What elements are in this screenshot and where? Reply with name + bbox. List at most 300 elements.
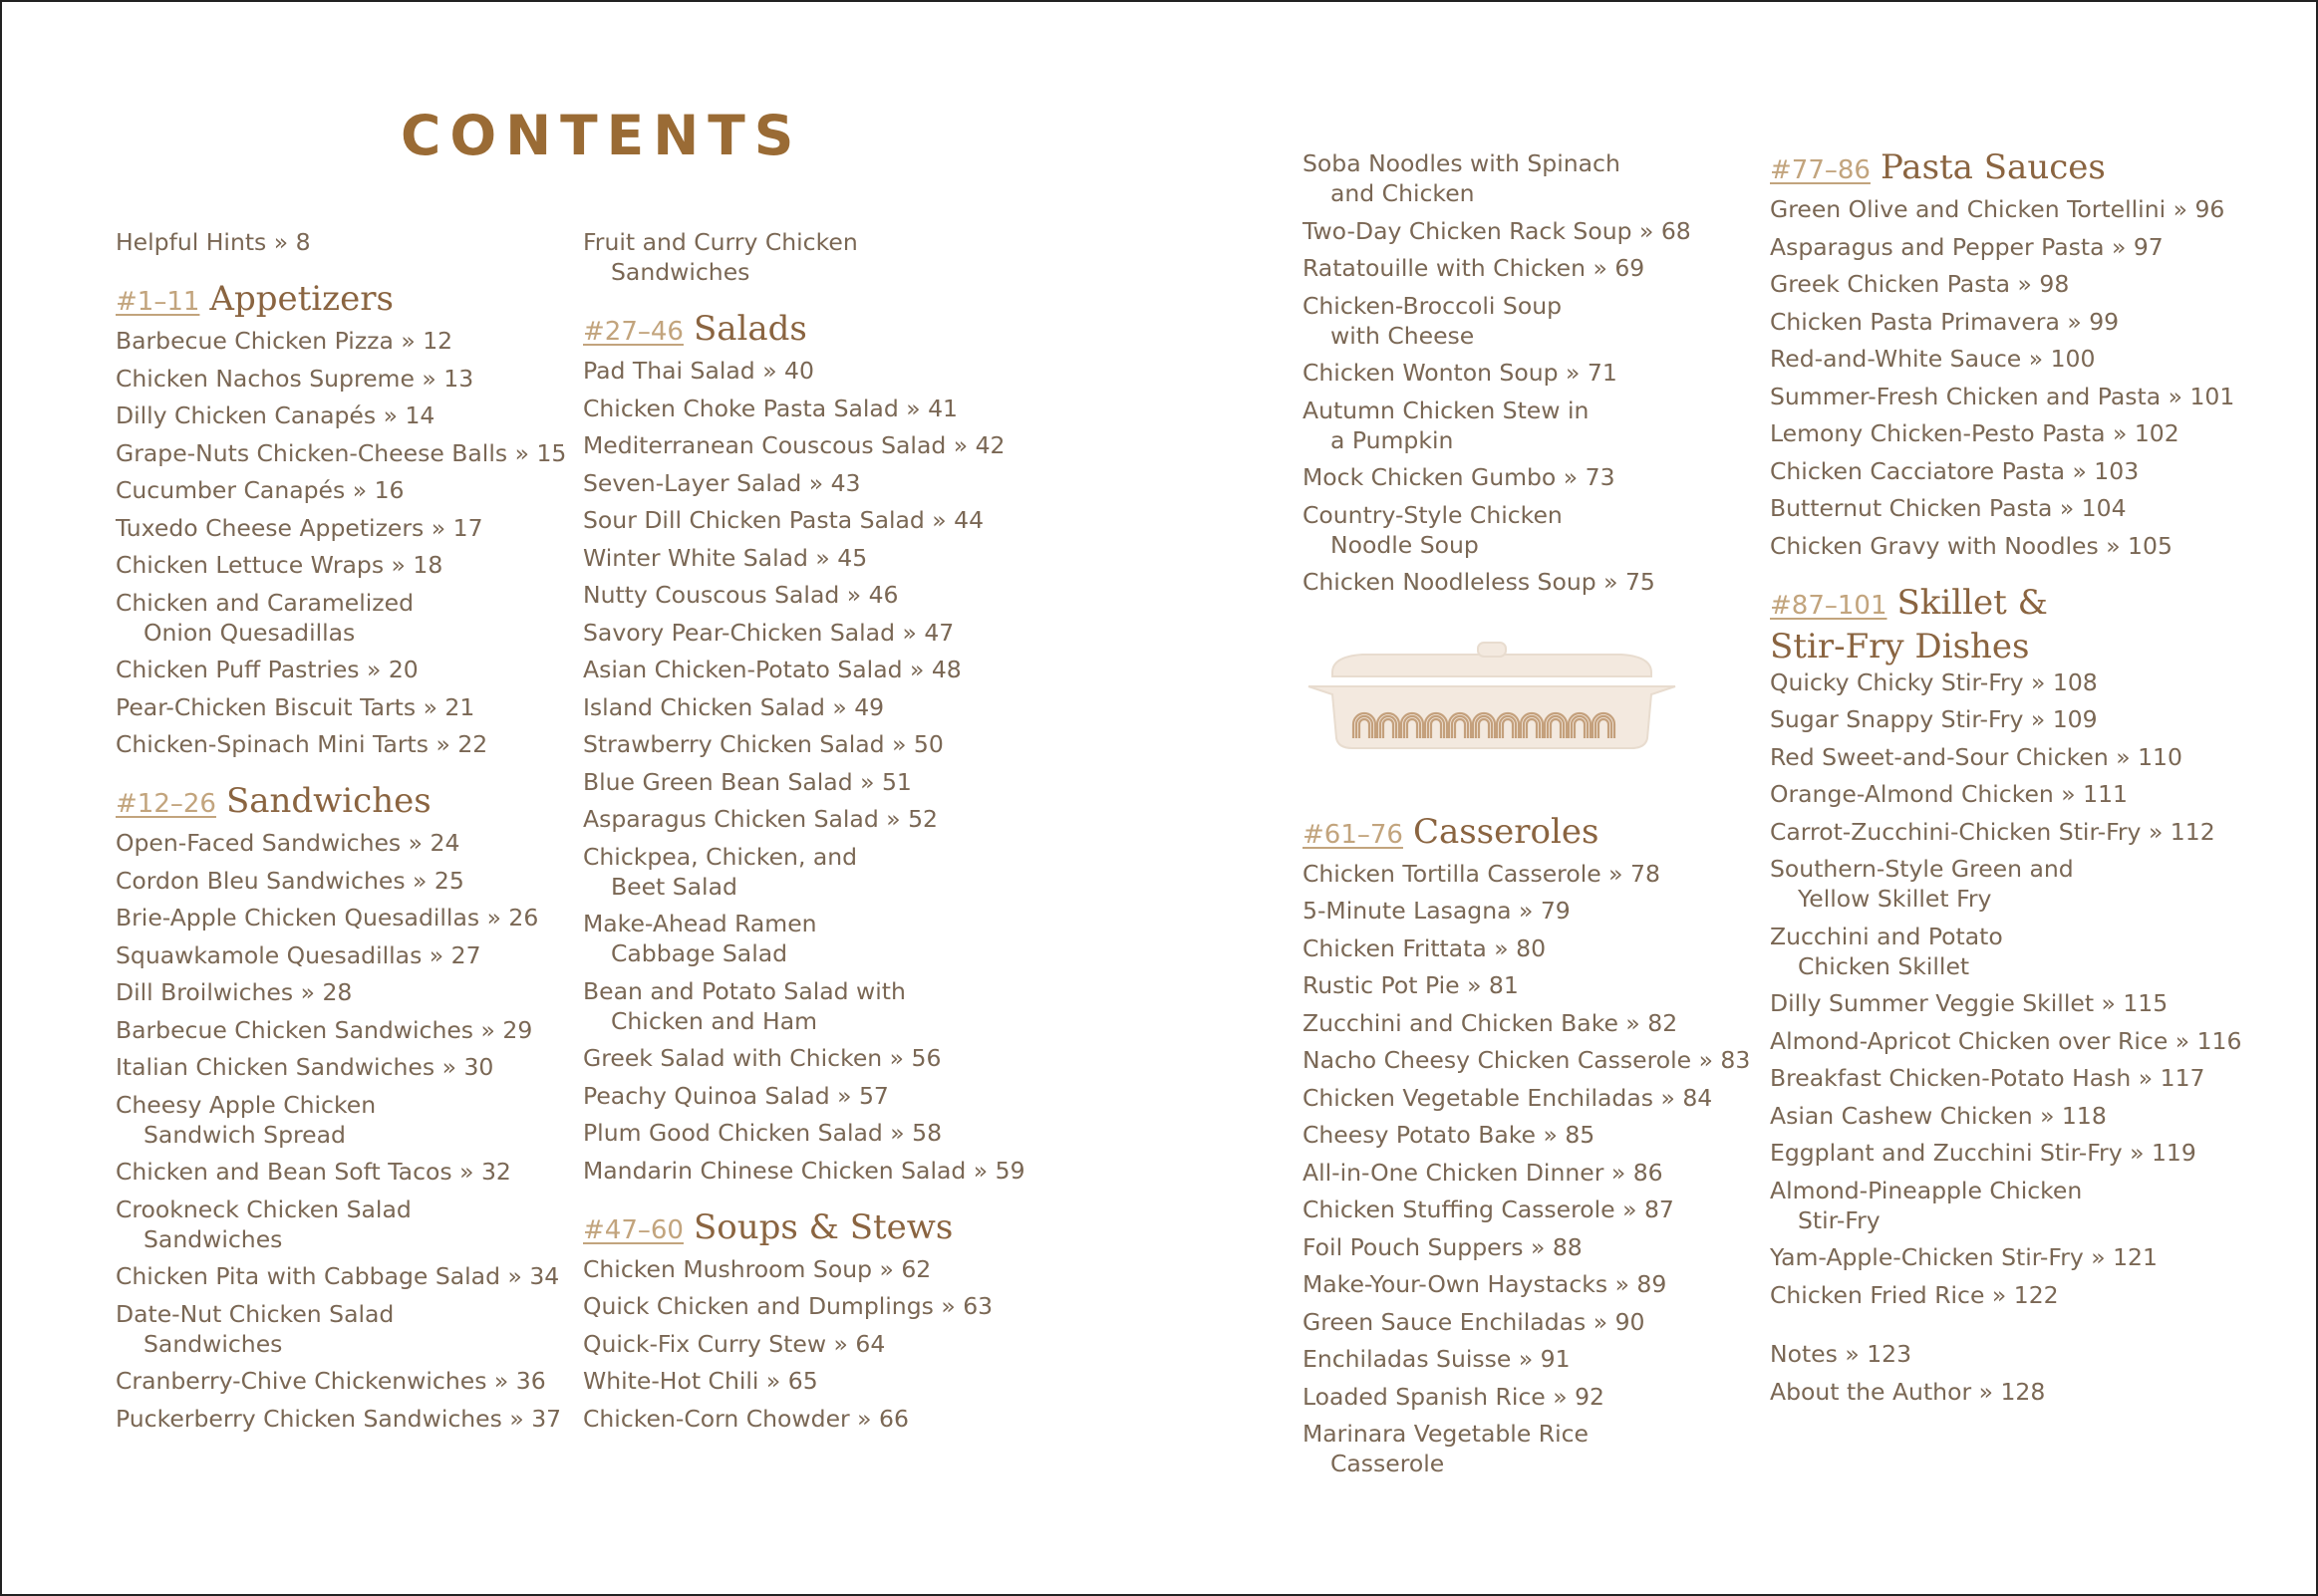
toc-entry[interactable]	[116, 977, 554, 1007]
entry-title-line: Chicken Gravy with Noodles	[1770, 531, 2099, 560]
section-title-line: Sandwiches	[225, 781, 432, 821]
toc-entry[interactable]	[1303, 500, 1741, 560]
entry-title-line: Southern-Style Green and	[1770, 855, 2074, 883]
page-number: 48	[931, 656, 962, 683]
page-separator: »	[501, 1404, 532, 1433]
toc-entry[interactable]	[1303, 1344, 1741, 1374]
toc-entry[interactable]	[1770, 1377, 2248, 1407]
toc-entry[interactable]	[116, 1299, 554, 1359]
page-separator: »	[1971, 1377, 2001, 1406]
toc-entry[interactable]	[1770, 779, 2248, 809]
page-separator: »	[2059, 307, 2090, 336]
toc-entry[interactable]	[1770, 1101, 2248, 1131]
toc-entry[interactable]	[1770, 456, 2248, 486]
toc-entry[interactable]	[1770, 1280, 2248, 1310]
page-number: 109	[2052, 705, 2098, 733]
toc-column-2	[583, 227, 1025, 1441]
page-separator: »	[359, 656, 389, 683]
section-title	[1881, 147, 2106, 187]
entry-title-line: Asian Cashew Chicken	[1770, 1101, 2033, 1130]
toc-entry[interactable]	[1303, 1008, 1741, 1038]
entry-title-line: Asparagus Chicken Salad	[583, 805, 879, 833]
toc-entry[interactable]	[116, 550, 554, 580]
toc-entry[interactable]	[1303, 1083, 1741, 1113]
page-number: 8	[295, 228, 311, 256]
page-separator: »	[393, 327, 424, 355]
toc-entry[interactable]	[116, 1090, 554, 1150]
toc-entry[interactable]	[1770, 194, 2248, 224]
section-title-line: Soups & Stews	[693, 1206, 954, 1247]
entry-title-line: Butternut Chicken Pasta	[1770, 494, 2053, 522]
section-title-line: Casseroles	[1412, 811, 1599, 852]
entry-title-line: Zucchini and Potato	[1770, 922, 2003, 950]
page-number: 118	[2061, 1101, 2107, 1130]
toc-entry[interactable]	[583, 729, 1021, 759]
toc-entry[interactable]	[1303, 358, 1741, 388]
page-number: 12	[423, 327, 453, 355]
page-number: 63	[963, 1292, 994, 1320]
toc-entry[interactable]	[583, 618, 1021, 648]
page-separator: »	[2131, 1064, 2161, 1092]
page-number: 16	[374, 476, 405, 504]
section-heading	[583, 1208, 1021, 1252]
page-separator: »	[2021, 345, 2051, 373]
toc-entry[interactable]	[116, 326, 554, 356]
page-number: 99	[2089, 307, 2120, 336]
page-number: 121	[2113, 1243, 2158, 1271]
toc-entry[interactable]	[116, 828, 554, 858]
page-separator: »	[345, 476, 375, 504]
toc-entry[interactable]	[116, 692, 554, 722]
toc-entry[interactable]	[1303, 148, 1741, 208]
page-number: 81	[1488, 971, 1519, 999]
toc-entry[interactable]	[1770, 1242, 2248, 1272]
entry-title-line: Nutty Couscous Salad	[583, 581, 840, 609]
toc-entry[interactable]	[1770, 704, 2248, 734]
page-separator: »	[1614, 1196, 1644, 1223]
entry-title-line: Eggplant and Zucchini Stir-Fry	[1770, 1139, 2123, 1167]
toc-entry[interactable]	[583, 1329, 1021, 1359]
toc-entry[interactable]	[1770, 1063, 2248, 1093]
toc-entry[interactable]	[1303, 859, 1741, 889]
entry-title-line: Open-Faced Sandwiches	[116, 829, 402, 857]
page-separator: »	[416, 692, 445, 721]
page-number: 46	[868, 581, 899, 609]
entry-title-line: Chicken Stuffing Casserole	[1303, 1196, 1615, 1223]
page-separator: »	[878, 805, 909, 833]
entry-title-line: Cranberry-Chive Chickenwiches	[116, 1367, 487, 1395]
toc-entry[interactable]	[116, 1366, 554, 1396]
entry-title-line: Barbecue Chicken Pizza	[116, 327, 394, 355]
entry-title-line: Squawkamole Quesadillas	[116, 940, 423, 969]
entry-title-line: Plum Good Chicken Salad	[583, 1119, 883, 1147]
toc-entry[interactable]	[1770, 307, 2248, 337]
page-separator: »	[807, 543, 838, 572]
toc-entry[interactable]	[116, 475, 554, 505]
page-number: 59	[995, 1156, 1025, 1185]
entry-title-line: Chicken Tortilla Casserole	[1303, 859, 1601, 888]
toc-entry[interactable]	[116, 400, 554, 430]
toc-entry[interactable]	[116, 1015, 554, 1045]
entry-title-line: Lemony Chicken-Pesto Pasta	[1770, 419, 2106, 447]
page-separator: »	[946, 431, 976, 459]
section-title-line: Skillet &	[1896, 582, 2048, 623]
page-separator: »	[266, 228, 296, 256]
page-number: 98	[2039, 270, 2070, 298]
toc-entry[interactable]	[1303, 1158, 1741, 1188]
page-separator: »	[435, 1053, 464, 1081]
page-number: 90	[1614, 1307, 1645, 1336]
toc-entry[interactable]	[1770, 232, 2248, 262]
page-number: 21	[444, 692, 475, 721]
page-separator: »	[852, 767, 882, 796]
toc-entry[interactable]	[583, 1404, 1021, 1434]
entry-title-line: Country-Style Chicken	[1303, 500, 1563, 529]
section-heading	[583, 310, 1021, 354]
page-separator: »	[1586, 1307, 1615, 1336]
entry-title-line: Orange-Almond Chicken	[1770, 780, 2054, 808]
page-number: 87	[1643, 1196, 1674, 1223]
toc-entry[interactable]	[1770, 1138, 2248, 1168]
page-number: 116	[2196, 1026, 2242, 1055]
page-number: 103	[2094, 456, 2140, 485]
toc-entry[interactable]	[1303, 253, 1741, 283]
entry-title-line: Make-Ahead Ramen	[583, 910, 817, 937]
entry-title-line: Bean and Potato Salad with	[583, 976, 906, 1005]
section-range: #47–60	[583, 1214, 684, 1245]
toc-entry[interactable]	[583, 227, 1021, 287]
page-separator: »	[414, 364, 444, 393]
toc-entry[interactable]	[583, 580, 1021, 610]
entry-title-line: Ratatouille with Chicken	[1303, 254, 1587, 282]
toc-entry[interactable]	[116, 903, 554, 932]
toc-entry[interactable]	[1303, 1045, 1751, 1075]
section-range: #1–11	[116, 287, 200, 317]
entry-title-line: Cucumber Canapés	[116, 476, 346, 504]
toc-entry[interactable]	[116, 729, 554, 759]
page-separator: »	[1511, 1345, 1541, 1373]
section-title-line: Stir-Fry Dishes	[1770, 626, 2030, 666]
entry-title-line: Pad Thai Salad	[583, 357, 755, 385]
page-separator: »	[882, 1119, 913, 1147]
toc-entry[interactable]	[583, 842, 1021, 902]
entry-title-line: Sandwiches	[611, 258, 750, 286]
entry-title-line: Sandwiches	[144, 1329, 283, 1358]
page-separator: »	[1603, 1158, 1633, 1187]
entry-title-line: Almond-Pineapple Chicken	[1770, 1176, 2083, 1204]
page-separator: »	[2108, 742, 2139, 771]
entry-title-line: Sugar Snappy Stir-Fry	[1770, 705, 2024, 733]
page-separator: »	[902, 656, 932, 683]
section-range: #27–46	[583, 317, 684, 347]
page-number: 58	[912, 1119, 943, 1147]
entry-title-line: Fruit and Curry Chicken	[583, 228, 858, 256]
toc-entry[interactable]	[116, 940, 554, 970]
section-heading	[1770, 584, 2248, 665]
entry-title-line: About the Author	[1770, 1377, 1972, 1406]
toc-entry[interactable]	[116, 1261, 560, 1291]
entry-title-line: Zucchini and Chicken Bake	[1303, 1008, 1618, 1037]
toc-entry[interactable]	[1303, 1382, 1741, 1412]
page-separator: »	[1607, 1270, 1637, 1298]
toc-entry[interactable]	[1303, 933, 1741, 963]
toc-entry[interactable]	[583, 1081, 1021, 1111]
page-separator: »	[2122, 1139, 2152, 1167]
entry-title-line: Grape-Nuts Chicken-Cheese Balls	[116, 438, 508, 467]
toc-entry[interactable]	[1770, 667, 2248, 697]
toc-entry[interactable]	[1770, 854, 2248, 914]
page-number: 20	[388, 656, 419, 683]
page-number: 44	[954, 506, 985, 534]
page-separator: »	[1984, 1280, 2014, 1309]
page-separator: »	[824, 692, 855, 721]
section-title	[1413, 812, 1598, 852]
toc-entry[interactable]	[1303, 896, 1741, 926]
section-range: #77–86	[1770, 155, 1871, 185]
page-separator: »	[2032, 1101, 2062, 1130]
contents-title: CONTENTS	[401, 104, 803, 167]
toc-entry[interactable]	[116, 866, 554, 896]
entry-title-line: Puckerberry Chicken Sandwiches	[116, 1404, 502, 1433]
page-number: 56	[911, 1044, 942, 1072]
page-number: 18	[413, 551, 443, 579]
entry-title-line: Chicken and Bean Soft Tacos	[116, 1158, 452, 1186]
toc-entry[interactable]	[1770, 988, 2248, 1018]
toc-entry[interactable]	[116, 227, 554, 257]
page-separator: »	[2053, 780, 2084, 808]
toc-entry[interactable]	[116, 1157, 554, 1187]
toc-entry[interactable]	[1303, 216, 1741, 246]
toc-entry[interactable]	[1303, 462, 1741, 492]
page-separator: »	[2141, 817, 2171, 846]
entry-title-line: and Chicken	[1330, 179, 1475, 207]
toc-entry[interactable]	[583, 1254, 1021, 1284]
entry-title-line: Chicken-Corn Chowder	[583, 1404, 850, 1433]
toc-column-4	[1770, 148, 2248, 1414]
entry-title-line: Quick-Fix Curry Stew	[583, 1329, 827, 1358]
page-number: 17	[452, 513, 483, 542]
entry-title-line: Peachy Quinoa Salad	[583, 1081, 830, 1110]
toc-entry[interactable]	[1303, 1195, 1741, 1224]
page-separator: »	[2105, 419, 2135, 447]
page-separator: »	[2010, 270, 2040, 298]
toc-entry[interactable]	[116, 1052, 554, 1082]
page-separator: »	[801, 468, 831, 497]
toc-entry[interactable]	[1303, 567, 1741, 597]
section-range: #12–26	[116, 789, 216, 819]
page-number: 79	[1540, 897, 1571, 925]
toc-entry[interactable]	[116, 655, 554, 684]
entry-title-line: All-in-One Chicken Dinner	[1303, 1158, 1604, 1187]
entry-title-line: Italian Chicken Sandwiches	[116, 1053, 435, 1081]
toc-entry[interactable]	[116, 438, 567, 468]
entry-title-line: Dilly Summer Veggie Skillet	[1770, 989, 2095, 1017]
page-separator: »	[826, 1329, 856, 1358]
toc-entry[interactable]	[583, 505, 1021, 535]
entry-title-line: Breakfast Chicken-Potato Hash	[1770, 1064, 2132, 1092]
toc-entry[interactable]	[583, 1118, 1021, 1148]
entry-title-line: Cheesy Apple Chicken	[116, 1090, 377, 1119]
toc-entry[interactable]	[1303, 1269, 1741, 1299]
page-number: 112	[2170, 817, 2215, 846]
page-separator: »	[1486, 933, 1517, 962]
toc-column-1	[116, 227, 567, 1441]
section-heading	[116, 280, 554, 324]
page-number: 52	[908, 805, 938, 833]
toc-entry[interactable]	[583, 804, 1021, 834]
toc-entry[interactable]	[1303, 291, 1741, 351]
page-number: 80	[1516, 933, 1547, 962]
toc-entry[interactable]	[1770, 269, 2248, 299]
page-separator: »	[898, 394, 929, 422]
toc-entry[interactable]	[1303, 1232, 1741, 1262]
page-number: 123	[1867, 1340, 1912, 1368]
page-number: 65	[787, 1367, 818, 1395]
entry-title-line: Loaded Spanish Rice	[1303, 1382, 1546, 1411]
toc-entry[interactable]	[1770, 493, 2248, 523]
toc-entry[interactable]	[1303, 396, 1741, 455]
entry-title-line: Make-Your-Own Haystacks	[1303, 1270, 1608, 1298]
entry-title-line: Chicken Puff Pastries	[116, 656, 360, 683]
page-separator: »	[2083, 1243, 2114, 1271]
toc-entry[interactable]	[116, 1404, 562, 1434]
toc-entry[interactable]	[1770, 531, 2248, 561]
toc-entry[interactable]	[1303, 1307, 1741, 1337]
toc-entry[interactable]	[583, 468, 1021, 498]
page-separator: »	[2098, 531, 2129, 560]
toc-entry[interactable]	[1770, 817, 2248, 847]
entry-title-line: Chicken Skillet	[1798, 951, 1970, 980]
page-number: 36	[515, 1367, 546, 1395]
entry-title-line: Chickpea, Chicken, and	[583, 842, 858, 871]
toc-entry[interactable]	[583, 430, 1021, 460]
page-separator: »	[405, 866, 435, 895]
entry-title-line: White-Hot Chili	[583, 1367, 759, 1395]
entry-title-line: Mandarin Chinese Chicken Salad	[583, 1156, 967, 1185]
toc-entry[interactable]	[116, 1195, 554, 1254]
page-separator: »	[1837, 1340, 1868, 1368]
page-number: 101	[2189, 382, 2235, 410]
page-number: 97	[2133, 232, 2164, 261]
toc-entry[interactable]	[583, 1291, 1021, 1321]
page-number: 78	[1630, 859, 1660, 888]
entry-title-line: Sandwiches	[144, 1224, 283, 1253]
page-number: 47	[924, 618, 955, 647]
toc-entry[interactable]	[583, 767, 1021, 797]
page-number: 96	[2194, 195, 2225, 223]
entry-title-line: Crookneck Chicken Salad	[116, 1195, 412, 1223]
toc-entry[interactable]	[583, 909, 1021, 968]
page-separator: »	[2052, 494, 2082, 522]
page-number: 68	[1660, 216, 1691, 245]
entry-title-line: with Cheese	[1330, 321, 1475, 350]
page-separator: »	[924, 506, 955, 534]
toc-entry[interactable]	[583, 1156, 1025, 1186]
toc-entry[interactable]	[116, 364, 554, 394]
entry-title-line: Chicken-Spinach Mini Tarts	[116, 730, 429, 758]
section-title	[694, 309, 807, 349]
page-number: 37	[531, 1404, 562, 1433]
entry-title-line: Chicken Fried Rice	[1770, 1280, 1985, 1309]
entry-title-line: Sandwich Spread	[144, 1120, 346, 1149]
toc-entry[interactable]	[1303, 1120, 1741, 1150]
toc-column-3	[1303, 148, 1751, 1486]
entry-title-line: Date-Nut Chicken Salad	[116, 1299, 395, 1328]
page-separator: »	[401, 829, 431, 857]
page-separator: »	[293, 978, 323, 1006]
page-separator: »	[422, 940, 451, 969]
entry-title-line: Chicken Cacciatore Pasta	[1770, 456, 2065, 485]
entry-title-line: Chicken Pasta Primavera	[1770, 307, 2060, 336]
toc-entry[interactable]	[1770, 382, 2248, 411]
entry-title-line: Helpful Hints	[116, 228, 267, 256]
toc-entry[interactable]	[1770, 344, 2248, 374]
entry-title-line: Mock Chicken Gumbo	[1303, 463, 1557, 491]
entry-title-line: Quick Chicken and Dumplings	[583, 1292, 934, 1320]
toc-entry[interactable]	[1770, 1339, 2248, 1369]
toc-entry[interactable]	[583, 394, 1021, 423]
entry-title-line: Casserole	[1330, 1450, 1445, 1477]
entry-title-line: Chicken Noodleless Soup	[1303, 568, 1596, 596]
toc-entry[interactable]	[583, 692, 1021, 722]
page-separator: »	[376, 401, 406, 429]
entry-title-line: Blue Green Bean Salad	[583, 767, 853, 796]
page-number: 119	[2151, 1139, 2196, 1167]
entry-title-line: Dill Broilwiches	[116, 978, 294, 1006]
page-number: 15	[536, 438, 567, 467]
page-number: 51	[881, 767, 912, 796]
page-separator: »	[758, 1367, 788, 1395]
toc-entry[interactable]	[583, 356, 1021, 386]
toc-entry[interactable]	[583, 976, 1021, 1036]
toc-entry[interactable]	[116, 513, 554, 543]
entry-title-line: Onion Quesadillas	[144, 618, 356, 647]
page-number: 24	[430, 829, 460, 857]
page-number: 110	[2138, 742, 2182, 771]
page-separator: »	[507, 438, 537, 467]
toc-entry[interactable]	[583, 1043, 1021, 1073]
toc-entry[interactable]	[583, 1366, 1021, 1396]
toc-entry[interactable]	[583, 655, 1021, 684]
page-separator: »	[1511, 897, 1541, 925]
entry-title-line: Almond-Apricot Chicken over Rice	[1770, 1026, 2169, 1055]
entry-title-line: Green Sauce Enchiladas	[1303, 1307, 1587, 1336]
page-number: 100	[2050, 345, 2096, 373]
page-number: 117	[2160, 1064, 2205, 1092]
page-number: 91	[1540, 1345, 1571, 1373]
toc-entry[interactable]	[1770, 922, 2248, 981]
entry-title-line: Asian Chicken-Potato Salad	[583, 656, 903, 683]
toc-entry[interactable]	[1770, 418, 2248, 448]
toc-entry[interactable]	[1770, 1176, 2248, 1235]
toc-entry[interactable]	[116, 588, 554, 648]
toc-entry[interactable]	[1303, 1419, 1741, 1478]
page-number: 30	[463, 1053, 494, 1081]
entry-title-line: a Pumpkin	[1330, 425, 1454, 454]
page-number: 29	[502, 1015, 533, 1044]
entry-title-line: Winter White Salad	[583, 543, 808, 572]
toc-entry[interactable]	[583, 543, 1021, 573]
toc-entry[interactable]	[1303, 970, 1741, 1000]
entry-title-line: Beet Salad	[611, 872, 737, 901]
entry-title-line: Mediterranean Couscous Salad	[583, 431, 947, 459]
entry-title-line: Chicken Wonton Soup	[1303, 359, 1559, 387]
page-number: 71	[1587, 359, 1617, 387]
toc-entry[interactable]	[1770, 1026, 2248, 1056]
page-number: 82	[1647, 1008, 1678, 1037]
entry-title-line: Chicken Choke Pasta Salad	[583, 394, 899, 422]
toc-entry[interactable]	[1770, 742, 2248, 772]
